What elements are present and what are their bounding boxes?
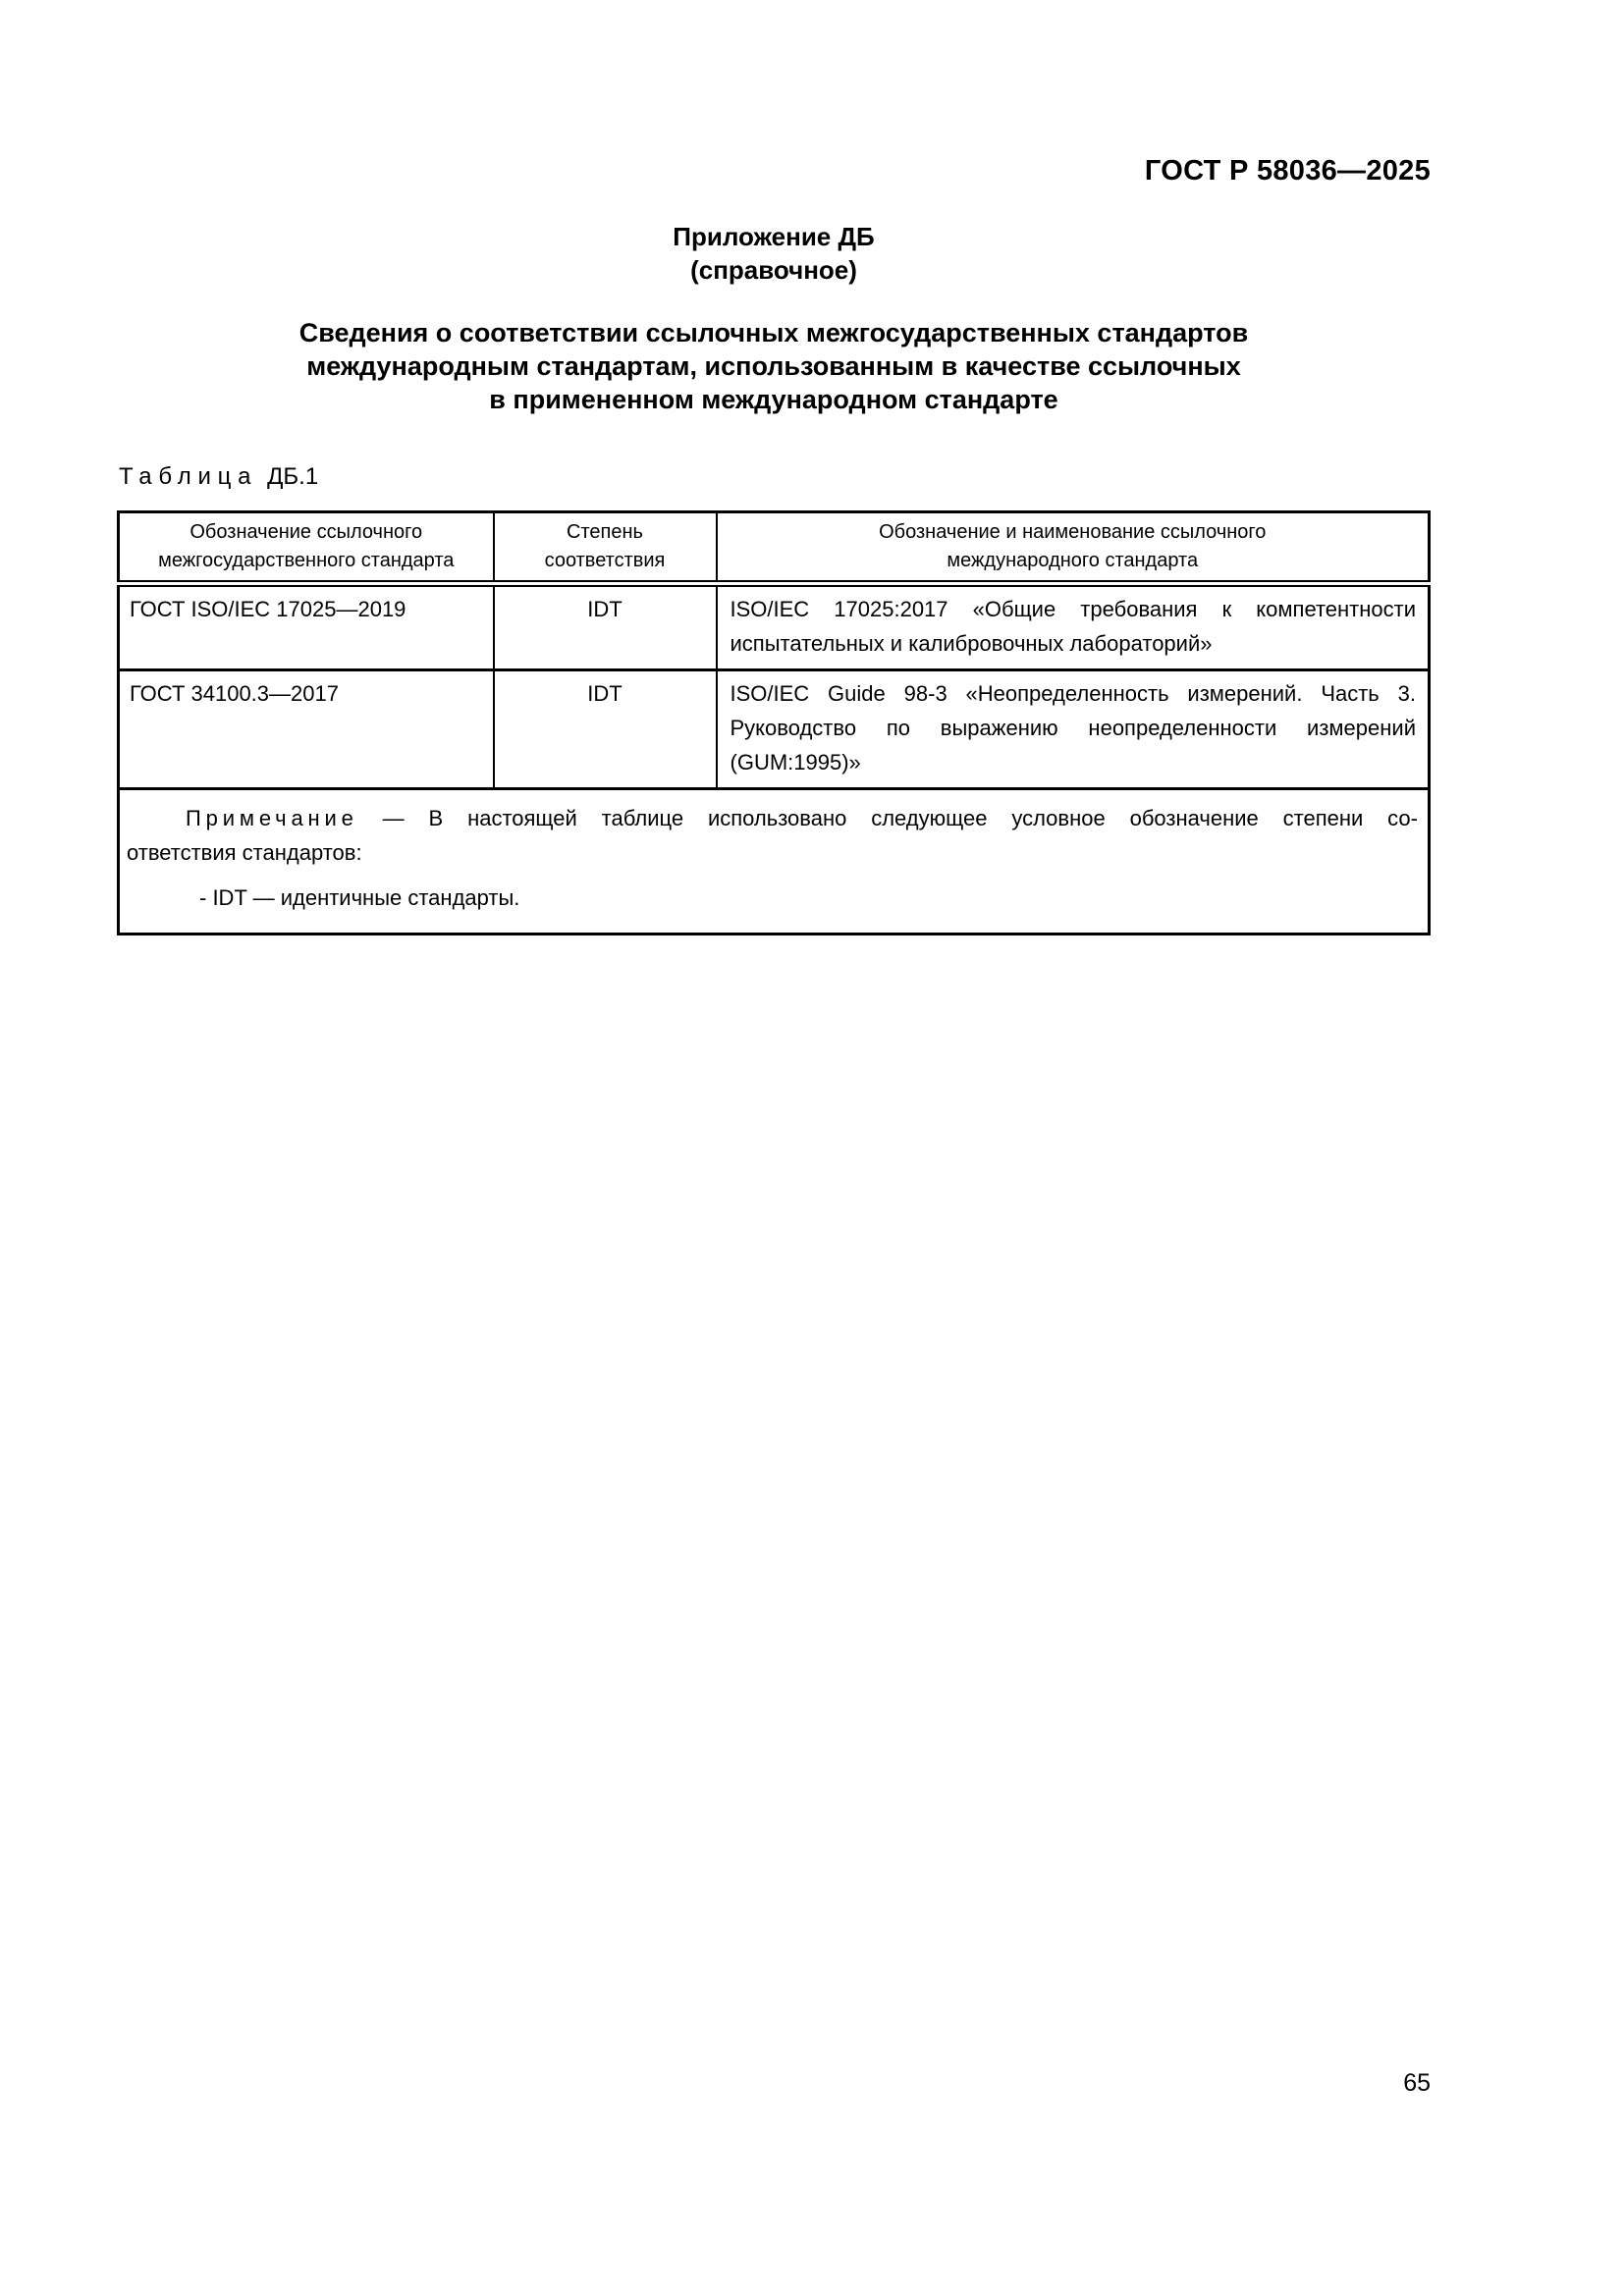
table-label-word: Таблица — [119, 463, 258, 490]
note-paragraph — [127, 801, 1418, 835]
cell-gost-standard: ГОСТ 34100.3—2017 — [119, 670, 494, 789]
column-header-gost-standard: Обозначение ссылочного межгосударственного стандарта — [119, 512, 494, 584]
note-text-continuation: ответствия стандартов: — [127, 840, 362, 865]
correspondence-table — [117, 510, 1431, 935]
table-header-row — [119, 512, 1430, 584]
appendix-title: Приложение ДБ — [673, 222, 875, 251]
note-label: Примечание — [186, 806, 358, 830]
table-note-row — [119, 789, 1430, 934]
table-row — [119, 670, 1430, 789]
table-label — [119, 463, 318, 491]
column-header-degree: Степень соответствия — [494, 512, 717, 584]
table-label-number: ДБ.1 — [267, 463, 319, 490]
cell-degree: IDT — [494, 670, 717, 789]
doc-number: ГОСТ Р 58036—2025 — [1144, 155, 1431, 187]
cell-intl-standard: ISO/IEC 17025:2017 «Общие требования к компетентности испытательных и калибровочных лабораторий» — [717, 584, 1430, 670]
note-list-item: - IDT — идентичные стандарты. — [199, 885, 520, 910]
page-title: Сведения о соответствии ссылочных межгосударственных стандартов международным стандартам, использованным в качестве ссылочных в примененном международном стандарте — [298, 318, 1249, 414]
column-header-intl-standard: Обозначение и наименование ссылочного международного стандарта — [717, 512, 1430, 584]
cell-degree: IDT — [494, 584, 717, 670]
table-row — [119, 584, 1430, 670]
appendix-title-block — [117, 220, 1431, 287]
note-text: — В настоящей таблице использовано следующее условное обозначение степени со- — [382, 806, 1418, 830]
appendix-subtitle: (справочное) — [690, 255, 857, 285]
cell-gost-standard: ГОСТ ISO/IEC 17025—2019 — [119, 584, 494, 670]
page-number: 65 — [1403, 2069, 1431, 2097]
cell-intl-standard: ISO/IEC Guide 98-3 «Неопределенность измерений. Часть 3. Руководство по выражению неопределенности измерений (GUM:1995)» — [717, 670, 1430, 789]
table-note — [119, 789, 1430, 934]
